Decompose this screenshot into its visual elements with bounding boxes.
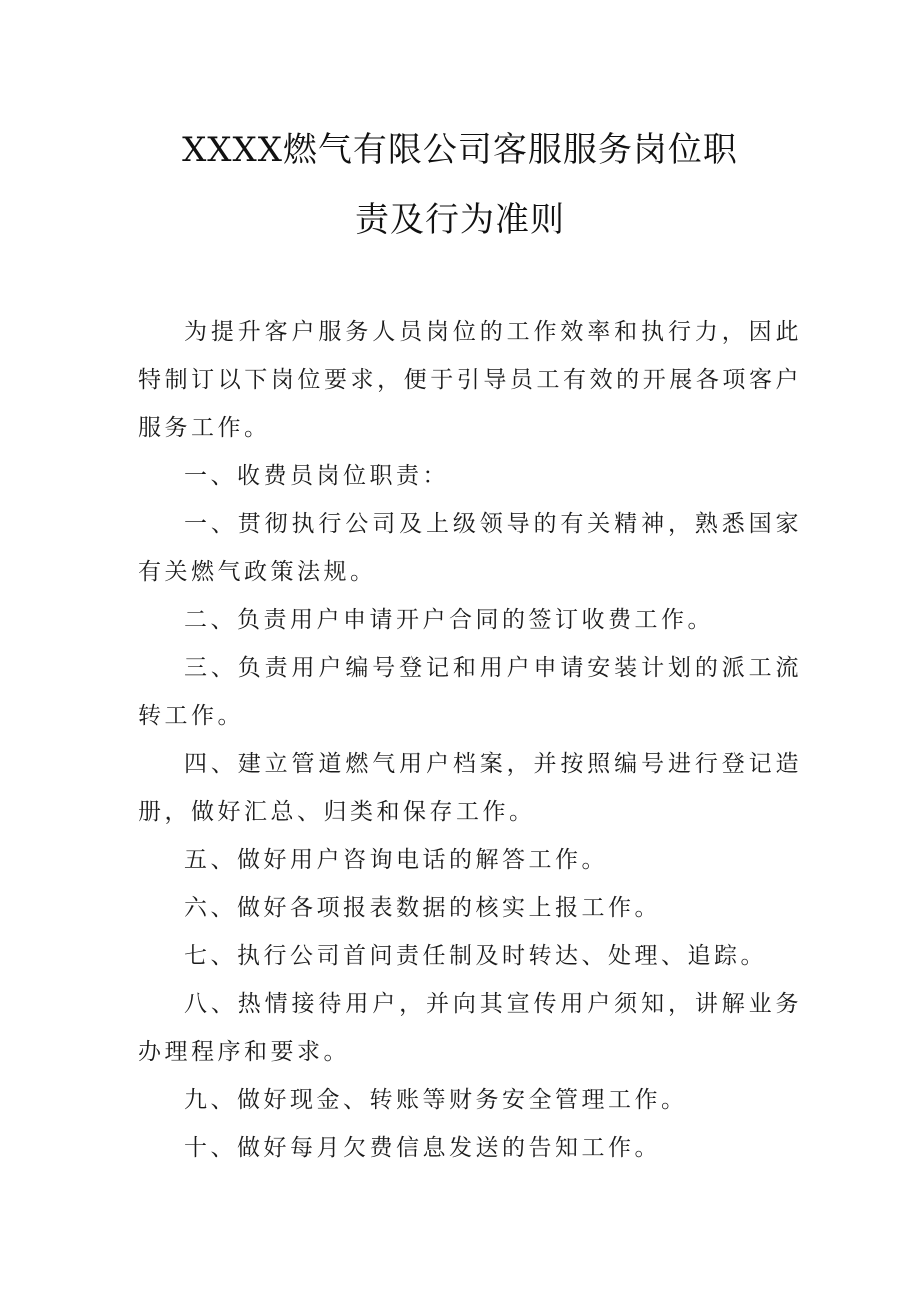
duty-item-5: 五、做好用户咨询电话的解答工作。 xyxy=(184,847,608,873)
document-title-line-1: XXXX燃气有限公司客服服务岗位职 xyxy=(182,130,738,170)
duty-item-3: 三、负责用户编号登记和用户申请安装计划的派工流转工作。 xyxy=(138,655,802,729)
duty-item-4: 四、建立管道燃气用户档案，并按照编号进行登记造册，做好汇总、归类和保存工作。 xyxy=(138,751,802,825)
duty-item-9: 九、做好现金、转账等财务安全管理工作。 xyxy=(184,1087,688,1113)
section-heading-cashier-duties: 一、收费员岗位职责： xyxy=(184,463,449,489)
intro-paragraph: 为提升客户服务人员岗位的工作效率和执行力，因此特制订以下岗位要求，便于引导员工有效的开展各项客户服务工作。 xyxy=(138,319,802,441)
duty-item-6: 六、做好各项报表数据的核实上报工作。 xyxy=(184,895,661,921)
duty-item-2: 二、负责用户申请开户合同的签订收费工作。 xyxy=(184,607,714,633)
document-body xyxy=(138,308,802,1172)
duty-item-10: 十、做好每月欠费信息发送的告知工作。 xyxy=(184,1135,661,1161)
duty-item-1: 一、贯彻执行公司及上级领导的有关精神，熟悉国家有关燃气政策法规。 xyxy=(138,511,802,585)
duty-item-8: 八、热情接待用户，并向其宣传用户须知，讲解业务办理程序和要求。 xyxy=(138,991,802,1065)
duty-item-7: 七、执行公司首问责任制及时转达、处理、追踪。 xyxy=(184,943,767,969)
document-title-line-2: 责及行为准则 xyxy=(355,200,565,240)
